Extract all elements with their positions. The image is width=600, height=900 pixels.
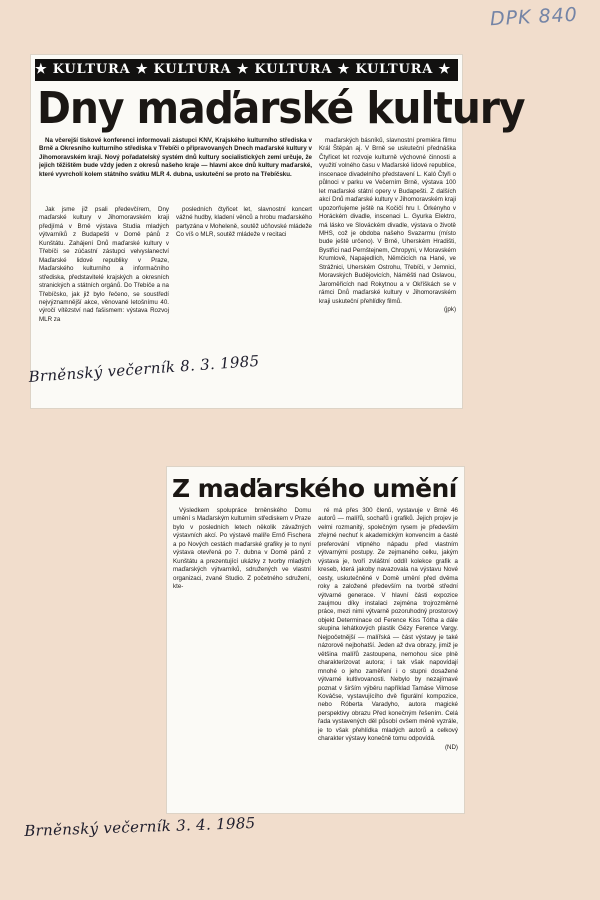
clipping-z-madarskeho-umeni [167, 467, 464, 813]
article1-column-2 [176, 206, 312, 244]
handwritten-note-source-date-1: Brněnský večerník 8. 3. 1985 [28, 351, 260, 386]
lead-text: Na včerejší tiskové konferenci informovali zástupci KNV, Krajského kulturního střediska v Brně a Okresního kulturního střediska v Třebíči o připravovaných Dnech maďarské kultury v Jihomoravském kraji. Nový pořadatelský systém dnů kultury socialistických zemí určuje, že jejich těžištěm bude vždy jeden z okresů našeho kraje — hlavní akce dnů kultury maďarské, které vyvrcholí kolem státního svátku MLR 4. dubna, uskuteční se proto na Třebíčsku. [39, 137, 312, 178]
archive-mark: DPK 840 [489, 3, 579, 31]
article2-column-1 [173, 507, 311, 609]
article2-column-2-text: ré má přes 300 členů, vystavuje v Brně 46 autorů — malířů, sochařů i grafiků. Jejich projev je velmi rozmanitý, společným rysem je především zřejmé nechuť k akademickým konvencím a časté preferování vtipného nápadu před vlastním výtvarnými postupy. Ze zejmaného celku, jakým výstava je, tvoří zvláštní oddíl kolekce grafik a kreseb, která jakoby navazovala na výstavu Nové cesty, uskutečněné v Domě umění před dvěma roky a založené především na tvorbě střední výtvarné generace. V hlavní části expozice zaujmou díky instalaci zejména trojrozměrné práce, mezi nimi výtvarně pozoruhodný prostorový objekt Determinace od Ference Kiss Tótha a dále skupina lehátkových plastik Gézy Ference Vargy. Nejpočetnější — malířská — část výstavy je také názorově nejbohatší. Jeden až dva obrazy, jimiž je většina malířů zastoupena, nemohou sice plně charakterizovat autora; i tak však napovídají mnohé o jeho zaměření i o stupni dosažené výtvarné kultivovanosti. Nebylo by nezajímavé poznat v širším výběru například Tamáse Vilmose Kováčse, vystavujícího dvě figurální kompozice, nebo Róberta Varadyho, autora magické perspektivy obrazu Před konečným řešením. Celá řada vystavených děl působí ovšem méně vyzrále, je to však přehlídka mladých autorů a celkový charakter výstavy konečně tomu odpovídá. [318, 507, 458, 743]
handwritten-note-source-date-2: Brněnský večerník 3. 4. 1985 [24, 813, 256, 840]
article1-column-2-text: posledních čtyřicet let, slavnostní koncert vážné hudby, kladení věnců a hrobu maďarského partyzána v Moheleně, soutěž učňovské mládeže Co víš o MLR, soutěž mládeže v recitaci [176, 206, 312, 239]
article1-column-3-text: maďarských básníků, slavnostní premiéra filmu Král Štěpán aj. V Brně se uskuteční přednáška Čtyřicet let rozvoje kulturně výchovné činnosti a využití volného času v Maďarské lidové republice, inscenace divadelního představení L. Kaló Čtyři o půlnoci v parku ve Večerním Brně, výstava 100 let maďarské státní opery v Budapešti. Z dalších akcí Dnů maďarské kultury v Jihomoravském kraji upozorňujeme ještě na Kočičí hru I. Örkényho v Horáckém divadle, inscenaci L. Gyurka Elektro, má lásko ve Slováckém divadle, výstava o životě MHS, což je obdoba našeho Svazarmu (místo bude ještě určeno). V Brně, Uherském Hradišti, Bystřici nad Pernštejnem, Chropyni, v Moravském Krumlově, Napajedlích, Němčicích na Hané, ve Strážnici, Uherském Ostrohu, Třebíči, v Jemnici, Moravských Budějovicích, Náměšti nad Oslavou, Jaroměřicích nad Rokytnou a v Okříškách se v rámci Dnů maďarské kultury v Jihomoravském kraji uskuteční přehlídky filmů. [319, 137, 456, 305]
signature-jpk: (jpk) [443, 306, 456, 314]
article2-column-1-text: Výsledkem spolupráce brněnského Domu umění s Maďarským kulturním střediskem v Praze bylo v posledních letech několik závažných výstavních akcí. Po výstavě malíře Ernő Fischera a po Nových cestách maďarské grafiky je to nyní výstava otevřená po 7. dubna v Domě pánů z Kunštátu a prezentující ukázky z tvorby mladých maďarských výtvarníků, sdružených ve vlastní organizaci, zvané Studio. Z početného sdružení, kte- [173, 507, 311, 591]
lead-paragraph [39, 137, 312, 202]
kultura-banner: ★ KULTURA ★ KULTURA ★ KULTURA ★ KULTURA ★ [35, 59, 458, 81]
headline-z-madarskeho-umeni: Z maďarského umění [172, 474, 457, 503]
article1-column-1-text: Jak jsme již psali předevčírem, Dny maďarské kultury v Jihomoravském kraji předjímá v Brně výstava Studia mladých výtvarníků z Budapešti v Domě pánů z Kunštátu. Zahájení Dnů maďarské kultury v Třebíči se zúčastní zástupci velvyslanectví Maďarské lidové republiky v Praze, Maďarského kulturního a informačního střediska, představitelé krajských a okresních stranických a státních orgánů. Do Třebíče a na Třebíčsko, jak již bylo řečeno, se soustředí nejvýznamnější akce, věnované letošnímu 40. výročí vítězství nad fašismem: výstava Rozvoj MLR za [39, 206, 169, 323]
signature-nd: (ND) [444, 743, 458, 751]
article2-column-2 [318, 507, 458, 807]
headline-dny-madarske-kultury: Dny maďarské kultury [37, 83, 525, 134]
article1-column-3 [319, 137, 456, 405]
